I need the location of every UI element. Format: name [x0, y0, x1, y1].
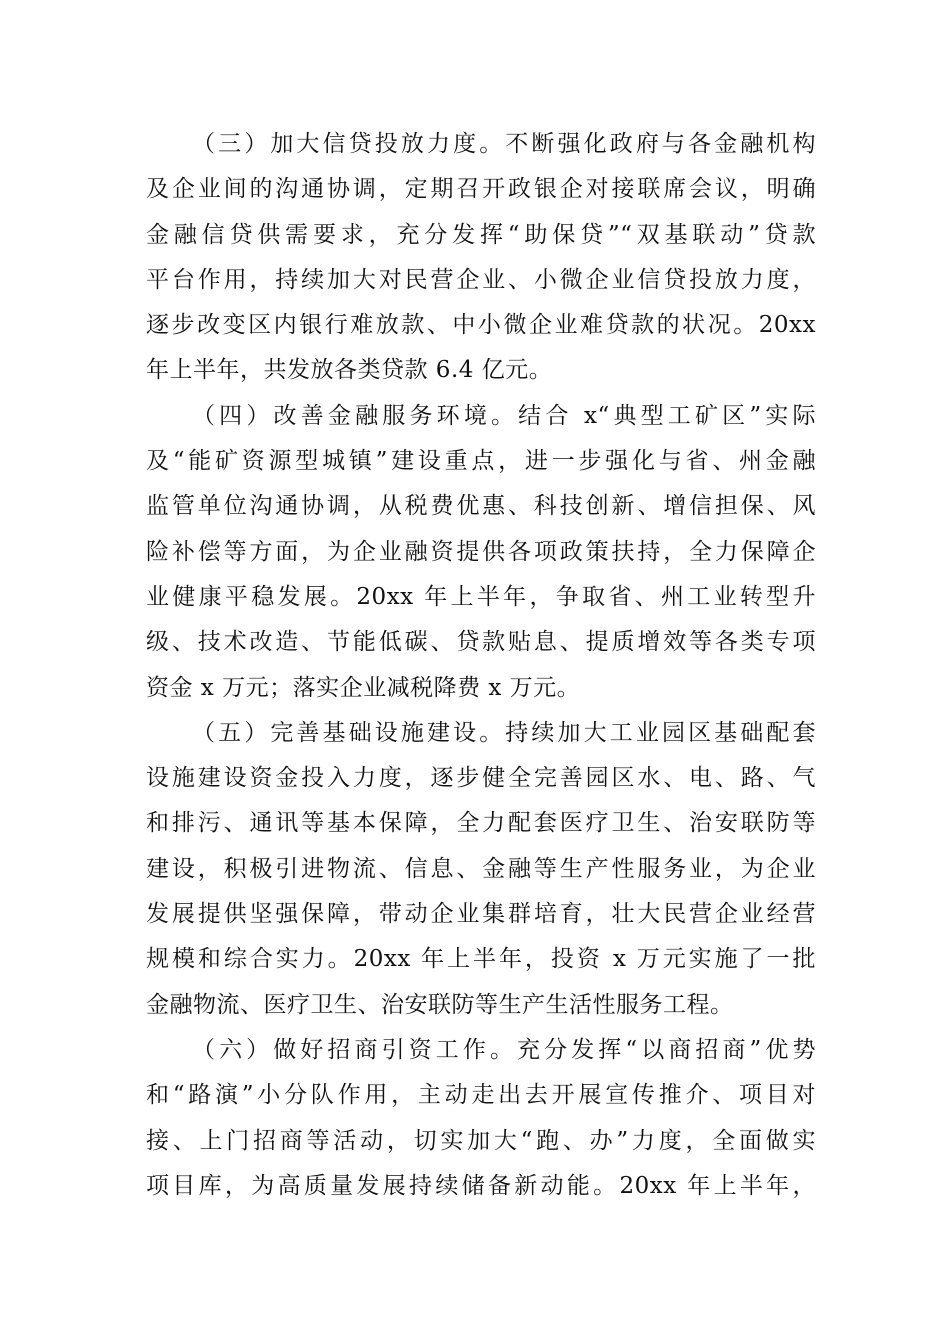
text-line: 平台作用，持续加大对民营企业、小微企业信贷投放力度，	[146, 266, 816, 293]
text-line: 设施建设资金投入力度，逐步健全完善园区水、电、路、气	[146, 765, 816, 792]
text-line: 项目库，为高质量发展持续储备新动能。20xx 年上半年，	[146, 1172, 816, 1199]
text-line: 年上半年，共发放各类贷款 6.4 亿元。	[146, 357, 553, 384]
text-line: （五）完善基础设施建设。持续加大工业园区基础配套	[192, 719, 816, 746]
paragraph-credit-lending	[146, 122, 816, 394]
text-line: 级、技术改造、节能低碳、贷款贴息、提质增效等各类专项	[146, 629, 816, 656]
text-line: 资金 x 万元；落实企业减税降费 x 万元。	[146, 674, 581, 701]
paragraph-investment-promotion	[146, 1028, 816, 1209]
text-line: 建设，积极引进物流、信息、金融等生产性服务业，为企业	[146, 855, 816, 882]
text-line: 和排污、通讯等基本保障，全力配套医疗卫生、治安联防等	[146, 810, 816, 837]
text-line: 业健康平稳发展。20xx 年上半年，争取省、州工业转型升	[146, 583, 816, 610]
text-line: 及企业间的沟通协调，定期召开政银企对接联席会议，明确	[146, 176, 816, 203]
text-line: （六）做好招商引资工作。充分发挥“以商招商”优势	[192, 1036, 816, 1063]
text-line: 发展提供坚强保障，带动企业集群培育，壮大民营企业经营	[146, 901, 816, 928]
text-line: 规模和综合实力。20xx 年上半年，投资 x 万元实施了一批	[146, 946, 816, 973]
paragraph-infrastructure	[146, 711, 816, 1028]
text-line: 金融信贷供需要求，充分发挥“助保贷”“双基联动”贷款	[146, 221, 816, 248]
text-line: 监管单位沟通协调，从税费优惠、科技创新、增信担保、风	[146, 493, 816, 520]
text-line: （三）加大信贷投放力度。不断强化政府与各金融机构	[192, 131, 816, 157]
text-line: 险补偿等方面，为企业融资提供各项政策扶持，全力保障企	[146, 538, 816, 565]
paragraph-financial-environment	[146, 394, 816, 711]
text-line: 接、上门招商等活动，切实加大“跑、办”力度，全面做实	[146, 1127, 816, 1154]
text-line: 及“能矿资源型城镇”建设重点，进一步强化与省、州金融	[146, 448, 816, 475]
document-body	[146, 122, 816, 1209]
text-line: 逐步改变区内银行难放款、中小微企业难贷款的状况。20xx	[146, 312, 816, 339]
text-line: 和“路演”小分队作用，主动走出去开展宣传推介、项目对	[146, 1082, 816, 1109]
text-line: （四）改善金融服务环境。结合 x“典型工矿区”实际	[192, 402, 816, 429]
text-line: 金融物流、医疗卫生、治安联防等生产生活性服务工程。	[146, 991, 734, 1018]
